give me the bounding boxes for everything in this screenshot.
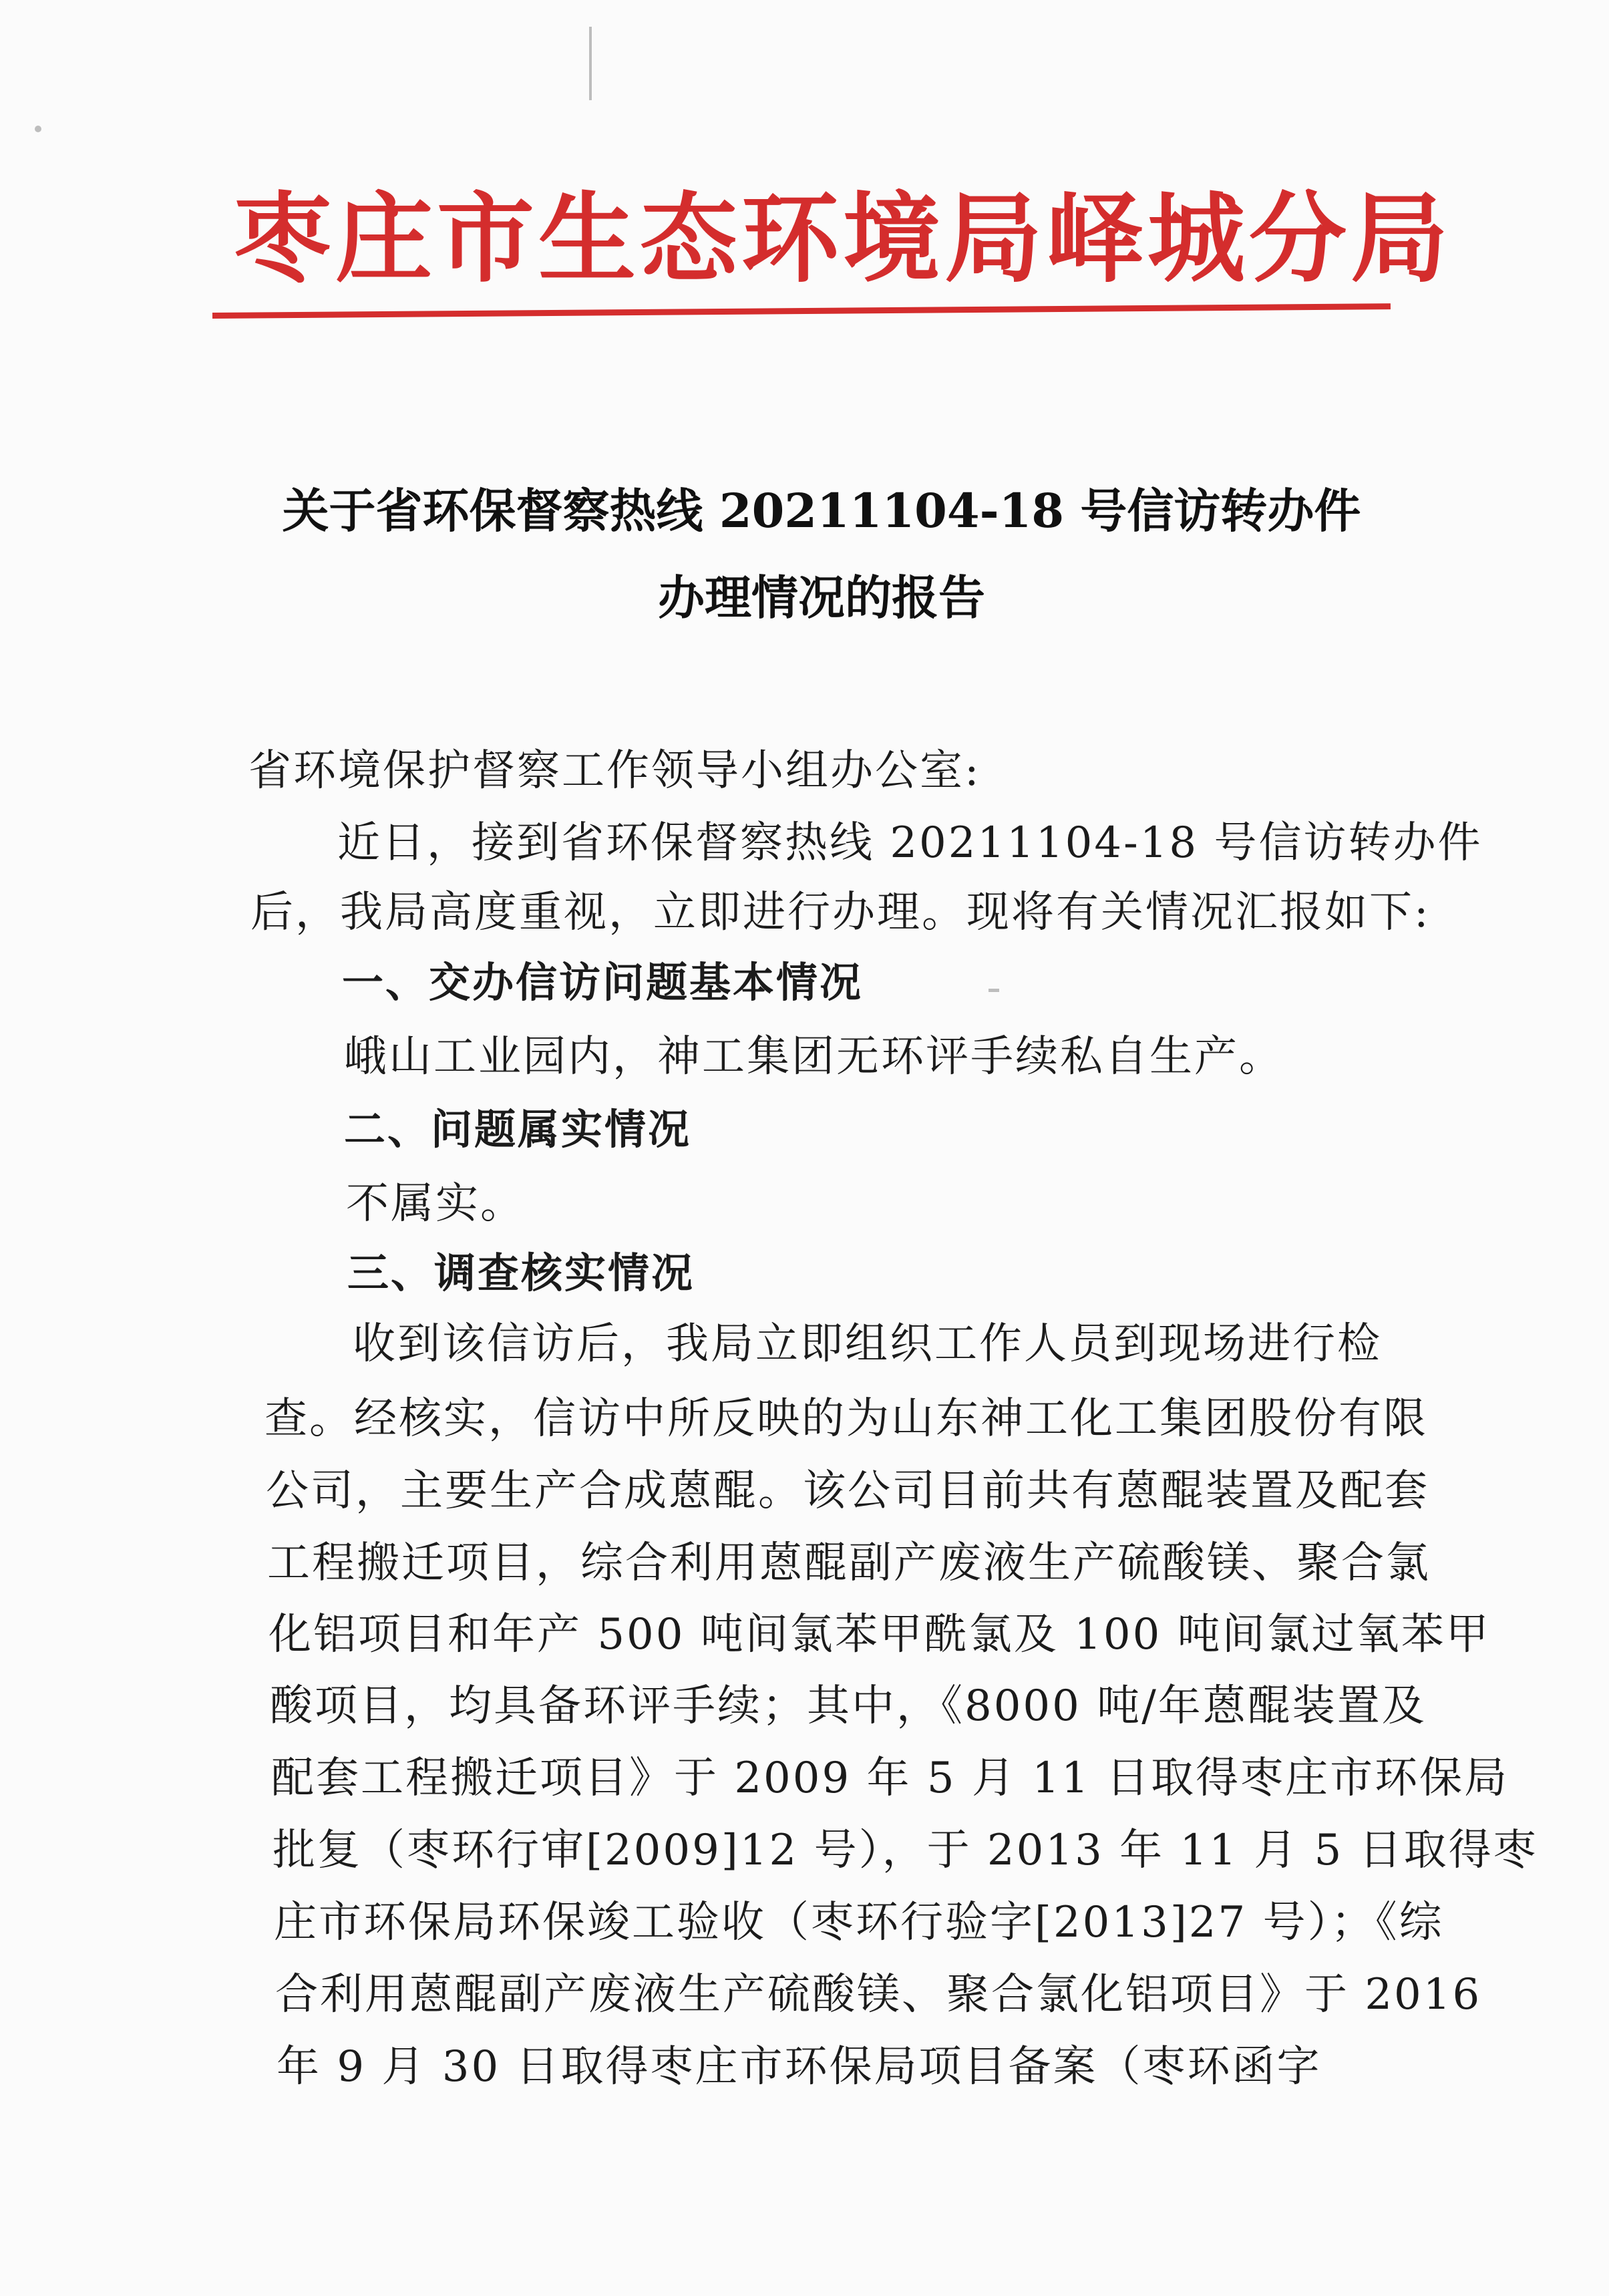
section-3-line: 合利用蒽醌副产废液生产硫酸镁、聚合氯化铝项目》于 2016	[275, 1970, 1482, 2019]
scan-speck	[589, 27, 592, 100]
section-2-heading: 二、问题属实情况	[344, 1105, 692, 1154]
section-3-line: 化铝项目和年产 500 吨间氯苯甲酰氯及 100 吨间氯过氧苯甲	[269, 1610, 1491, 1659]
section-3-line: 工程搬迁项目，综合利用蒽醌副产废液生产硫酸镁、聚合氯	[267, 1538, 1431, 1588]
scan-speck	[35, 126, 41, 132]
section-3-line: 查。经核实，信访中所反映的为山东神工化工集团股份有限	[264, 1394, 1428, 1444]
document-title-line-2: 办理情况的报告	[658, 570, 985, 625]
section-1-text: 峨山工业园内，神工集团无环评手续私自生产。	[344, 1032, 1284, 1082]
section-3-line: 公司，主要生产合成蒽醌。该公司目前共有蒽醌装置及配套	[266, 1466, 1429, 1516]
intro-line-2: 后，我局高度重视，立即进行办理。现将有关情况汇报如下:	[250, 888, 1431, 937]
document-title-line-1: 关于省环保督察热线 20211104-18 号信访转办件	[282, 483, 1361, 538]
section-3-line: 批复（枣环行审[2009]12 号），于 2013 年 11 月 5 日取得枣	[273, 1826, 1538, 1875]
section-3-line: 年 9 月 30 日取得枣庄市环保局项目备案（枣环函字	[277, 2042, 1322, 2092]
section-3-line: 收到该信访后，我局立即组织工作人员到现场进行检	[353, 1319, 1382, 1369]
intro-line-1: 近日，接到省环保督察热线 20211104-18 号信访转办件	[337, 818, 1483, 868]
section-3-heading: 三、调查核实情况	[347, 1249, 695, 1297]
section-3-line: 配套工程搬迁项目》于 2009 年 5 月 11 日取得枣庄市环保局	[271, 1754, 1509, 1803]
section-3-line: 酸项目，均具备环评手续；其中，《8000 吨/年蒽醌装置及	[270, 1681, 1427, 1731]
section-1-heading: 一、交办信访问题基本情况	[342, 958, 864, 1007]
section-3-line: 庄市环保局环保竣工验收（枣环行验字[2013]27 号）；《综	[274, 1898, 1444, 1947]
letterhead-red-rule	[212, 303, 1391, 319]
letterhead-org-name: 枣庄市生态环境局峄城分局	[234, 182, 1452, 296]
scan-speck	[989, 989, 999, 992]
salutation: 省环境保护督察工作领导小组办公室:	[248, 746, 981, 796]
section-2-text: 不属实。	[346, 1179, 525, 1228]
